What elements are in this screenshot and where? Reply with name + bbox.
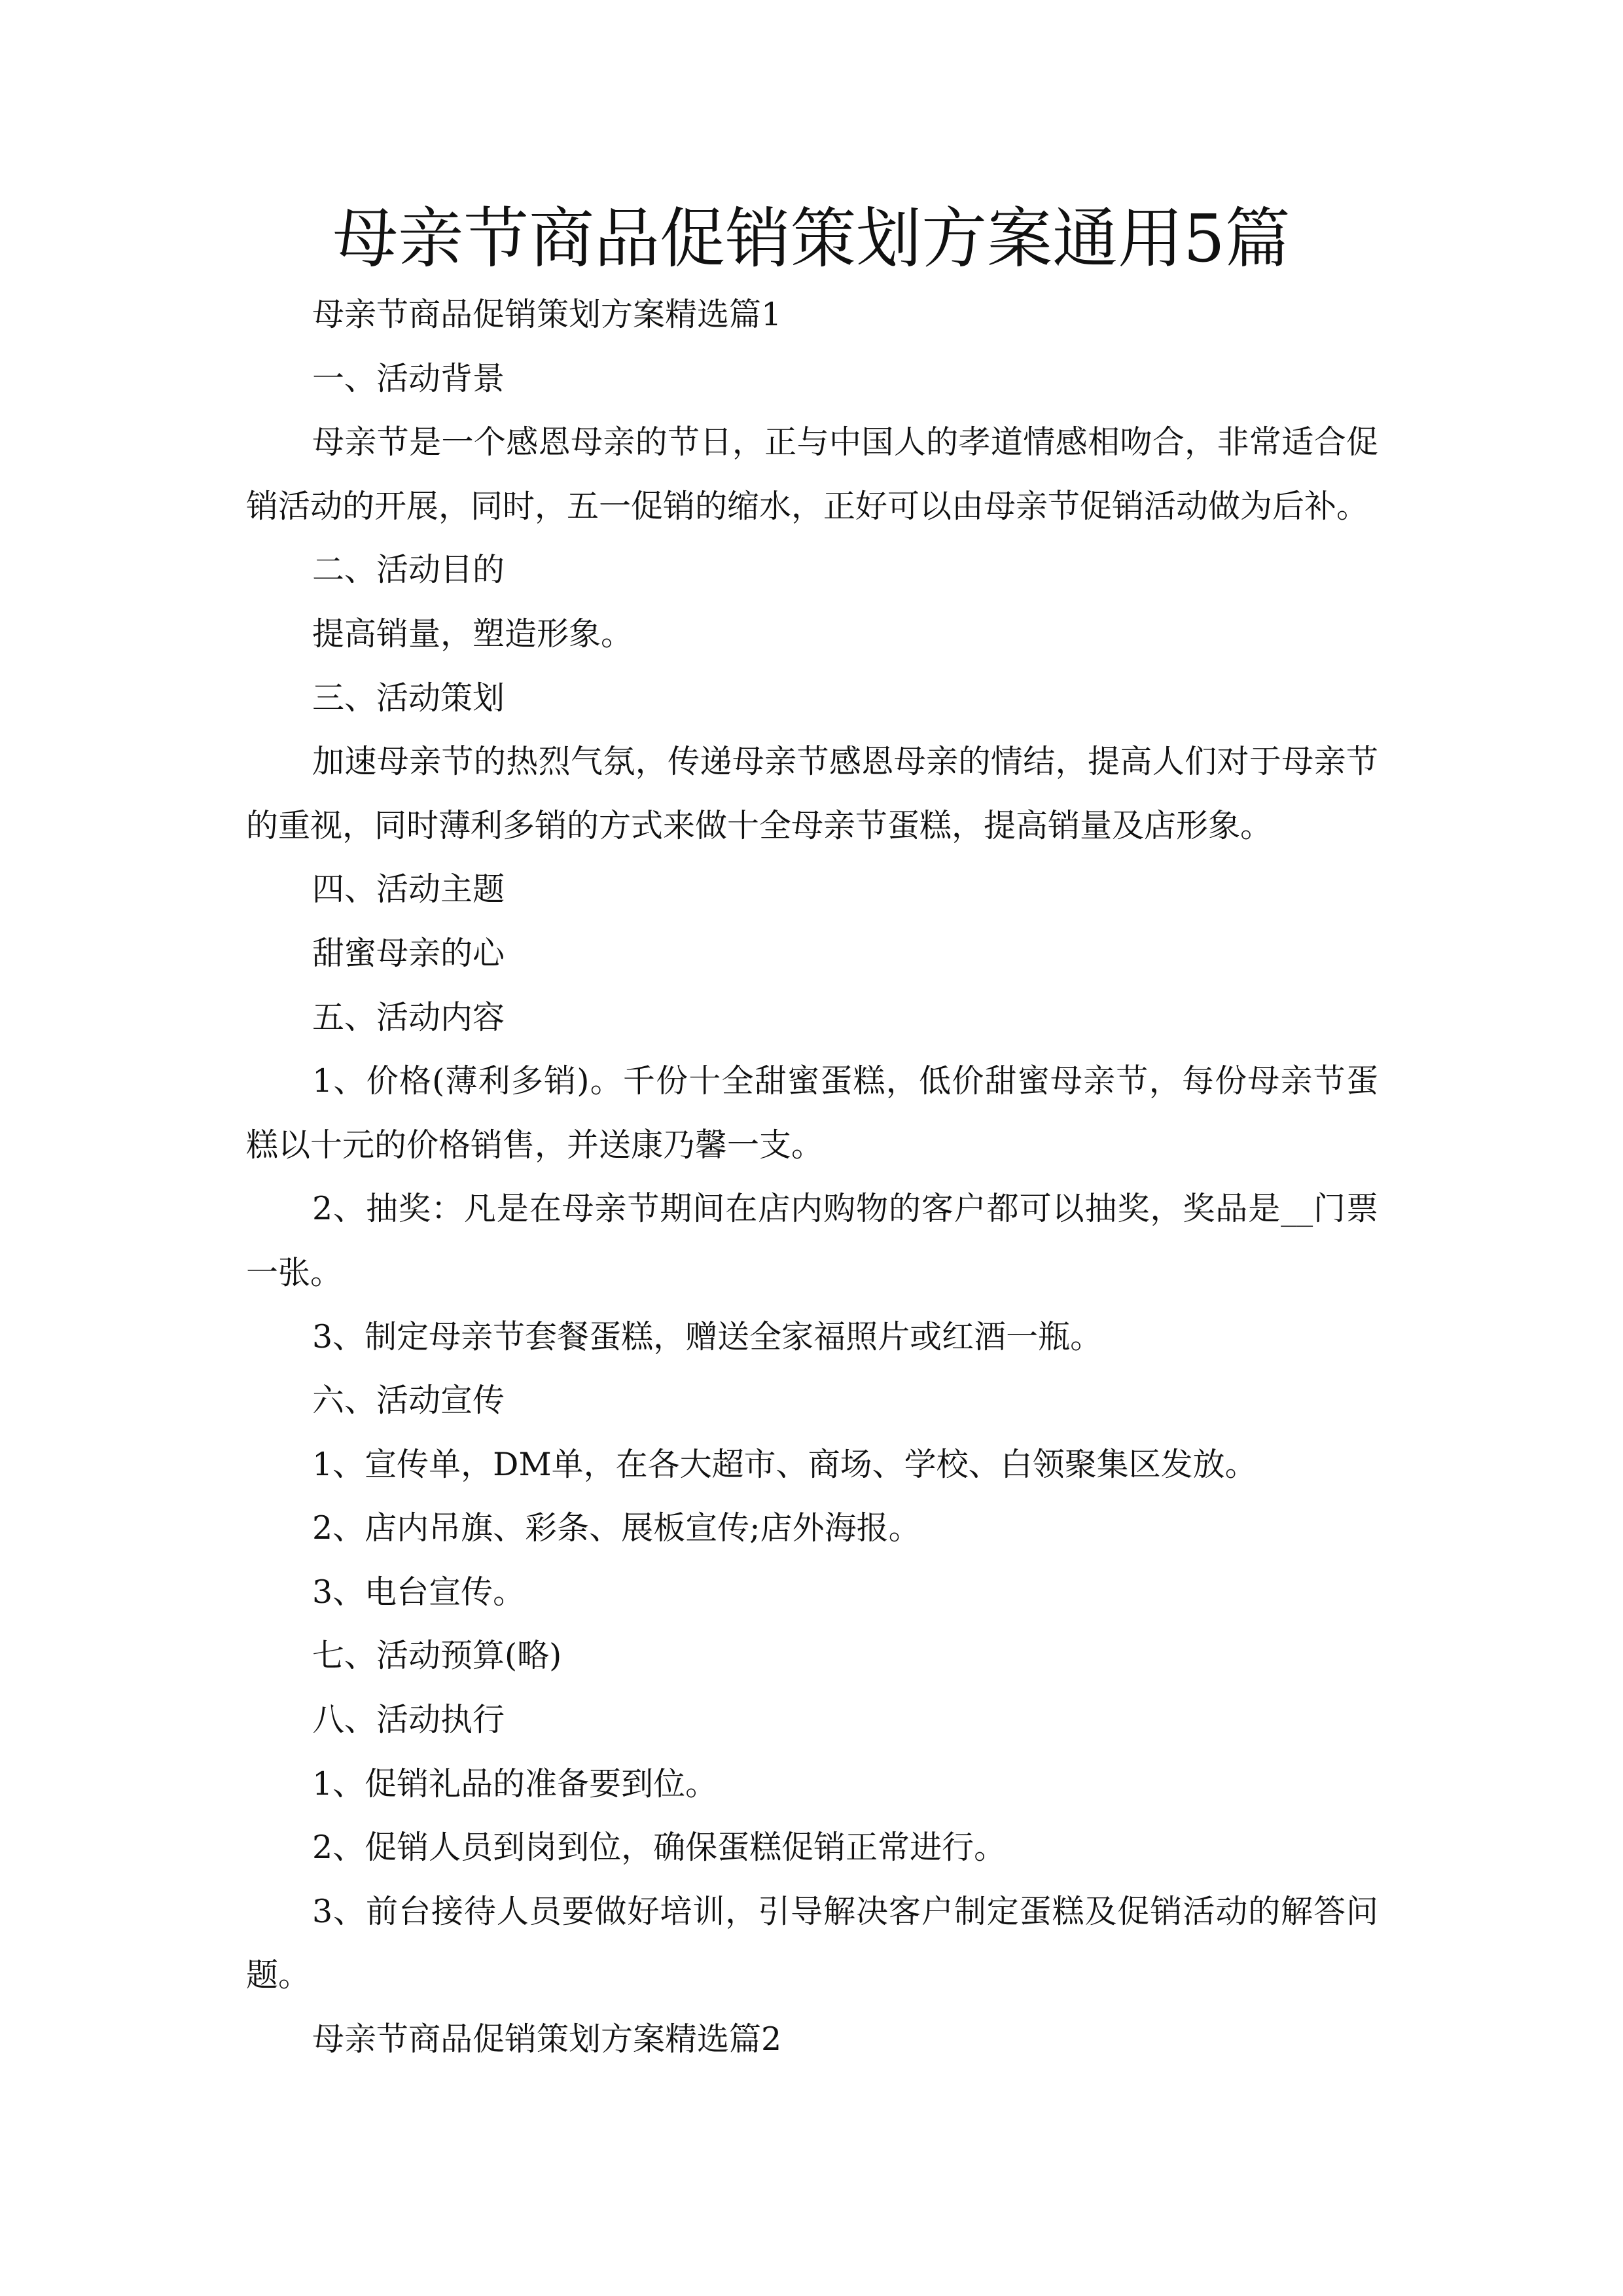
heading: 四、活动主题	[312, 870, 505, 908]
heading: 六、活动宣传	[312, 1382, 505, 1420]
paragraph: 母亲节是一个感恩母亲的节日，正与中国人的孝道情感相吻合，非常适合促销活动的开展，同时，五一促销的缩水，正好可以由母亲节促销活动做为后补。	[246, 423, 1378, 525]
heading: 五、活动内容	[312, 998, 505, 1036]
heading: 七、活动预算(略)	[312, 1637, 562, 1675]
paragraph: 加速母亲节的热烈气氛，传递母亲节感恩母亲的情结，提高人们对于母亲节的重视，同时薄利多销的方式来做十全母亲节蛋糕，提高销量及店形象。	[246, 743, 1378, 844]
list-item: 2、促销人员到岗到位，确保蛋糕促销正常进行。	[312, 1829, 1007, 1867]
list-item: 2、抽奖：凡是在母亲节期间在店内购物的客户都可以抽奖，奖品是__门票一张。	[246, 1190, 1378, 1291]
heading: 八、活动执行	[312, 1701, 505, 1739]
section-heading: 母亲节商品促销策划方案精选篇2	[312, 2020, 782, 2058]
section-heading: 母亲节商品促销策划方案精选篇1	[312, 296, 782, 333]
heading: 三、活动策划	[312, 679, 505, 717]
document-title: 母亲节商品促销策划方案通用5篇	[332, 200, 1291, 277]
list-item: 1、价格(薄利多销)。千份十全甜蜜蛋糕，低价甜蜜母亲节，每份母亲节蛋糕以十元的价格销售，并送康乃馨一支。	[246, 1062, 1378, 1164]
paragraph: 提高销量，塑造形象。	[312, 615, 633, 653]
list-item: 3、制定母亲节套餐蛋糕，赠送全家福照片或红酒一瓶。	[312, 1318, 1103, 1355]
paragraph: 甜蜜母亲的心	[312, 934, 505, 972]
heading: 二、活动目的	[312, 551, 505, 589]
list-item: 3、前台接待人员要做好培训，引导解决客户制定蛋糕及促销活动的解答问题。	[246, 1892, 1378, 1994]
heading: 一、活动背景	[312, 359, 505, 397]
list-item: 3、电台宣传。	[312, 1573, 526, 1611]
list-item: 1、促销礼品的准备要到位。	[312, 1765, 718, 1803]
document-body	[246, 283, 1378, 2072]
list-item: 2、店内吊旗、彩条、展板宣传;店外海报。	[312, 1509, 921, 1547]
list-item: 1、宣传单，DM单，在各大超市、商场、学校、白领聚集区发放。	[312, 1445, 1257, 1483]
